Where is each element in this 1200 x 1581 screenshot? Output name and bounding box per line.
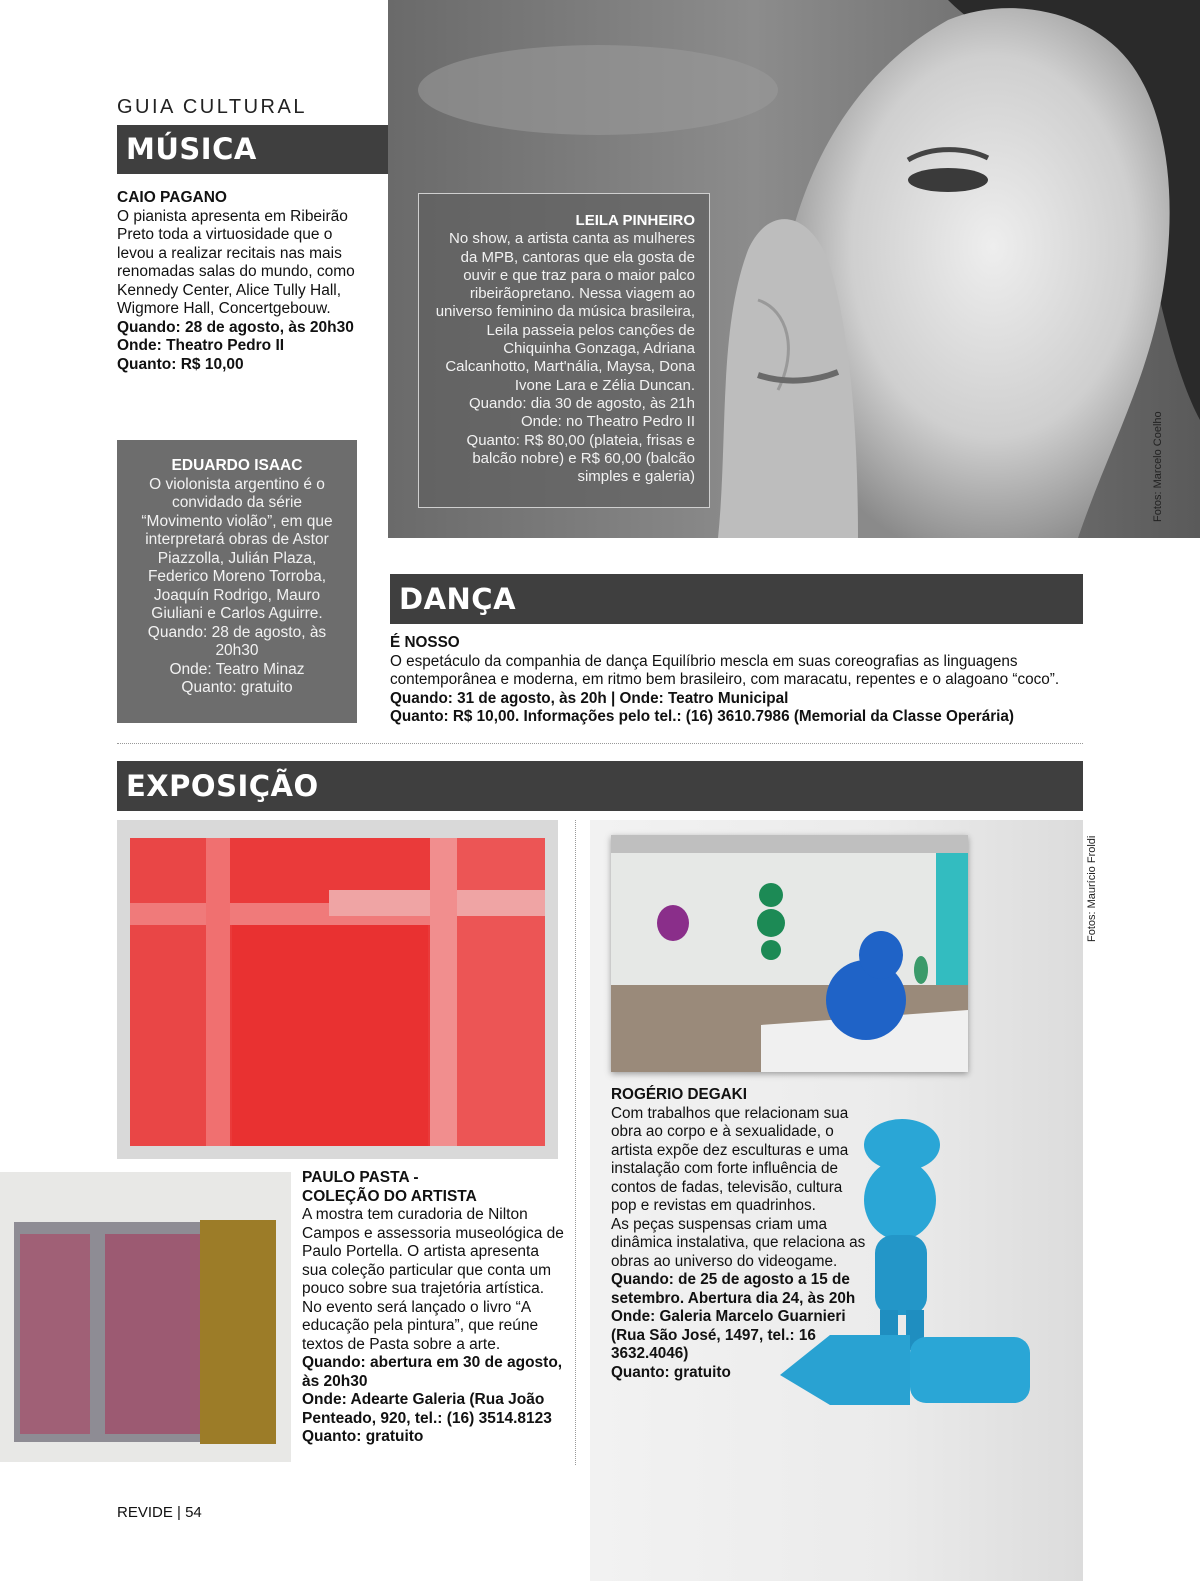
event-where: Onde: Galeria Marcelo Guarnieri (Rua São José, 1497, tel.: 16 3632.4046) <box>611 1308 846 1362</box>
event-leila-pinheiro <box>418 193 710 508</box>
event-description: O espetáculo da companhia de dança Equilíbrio mescla em suas coreografias as linguagens contemporânea e moderna, em ritmo bem brasileiro, com maracatu, repentes e o alagoano “coco”. <box>390 652 1060 688</box>
event-description: O pianista apresenta em Ribeirão Preto toda a virtuosidade que o levou a realizar recitais nas mais renomadas salas do mundo, como Kennedy Center, Alice Tully Hall, Wigmore Hall, Concertgebouw. <box>117 207 355 317</box>
event-when: Quando: abertura em 30 de agosto, às 20h30 <box>302 1354 563 1390</box>
red-painting-image <box>117 820 558 1159</box>
section-title-danca <box>390 574 1083 624</box>
section-title-musica <box>117 125 388 174</box>
event-description-1: Com trabalhos que relacionam sua obra ao corpo e à sexualidade, o artista expõe dez esculturas e uma instalação com forte influência de contos de fadas, televisão, cultura pop e revistas em quadrinhos. <box>611 1104 849 1214</box>
event-caio-pagano <box>117 189 367 374</box>
event-description-2: As peças suspensas criam uma dinâmica instalativa, que relaciona as obras ao universo do videogame. <box>611 1215 866 1270</box>
event-description: O violonista argentino é o convidado da série “Movimento violão”, em que interpretará obras de Astor Piazzolla, Julián Plaza, Federico Moreno Torroba, Joaquín Rodrigo, Mauro Giuliani e Carlos Aguirre. <box>141 475 333 622</box>
section-title-musica-label: MÚSICA <box>126 132 257 166</box>
event-where: Onde: Adearte Galeria (Rua João Penteado, 920, tel.: (16) 3514.8123 <box>302 1391 552 1427</box>
event-heading: CAIO PAGANO <box>117 189 227 206</box>
event-where: Onde: Theatro Pedro II <box>117 337 285 354</box>
event-price: Quanto: gratuito <box>302 1428 424 1445</box>
section-title-exposicao-label: EXPOSIÇÃO <box>126 769 319 803</box>
event-heading-line1: PAULO PASTA - <box>302 1169 419 1186</box>
event-price: Quanto: gratuito <box>611 1363 731 1381</box>
section-divider <box>117 743 1083 744</box>
event-when: Quando: 28 de agosto, às 20h30 <box>117 318 354 336</box>
event-eduardo-isaac <box>117 440 357 723</box>
event-where: Onde: no Theatro Pedro II <box>520 413 695 431</box>
event-description: A mostra tem curadoria de Nilton Campos e assessoria museológica de Paulo Portella. O artista apresenta sua coleção particular que conta um pouco sobre sua trajetória artística. No evento será lançado o livro “A educação pela pintura”, que reúne textos de Pasta sobre a arte. <box>302 1206 564 1353</box>
event-description: No show, a artista canta as mulheres da MPB, cantoras que ela gosta de ouvir e que traz para o maior palco ribeirãopretano. Nessa viagem ao universo feminino da música brasileira, Leila passeia pelos canções de Chiquinha Gonzaga, Adriana Calcanhotto, Mart'nália, Maysa, Dona Ivone Lara e Zélia Duncan. <box>435 230 695 394</box>
event-when: Quando: de 25 de agosto a 15 de setembro. Abertura dia 24, às 20h <box>611 1271 856 1307</box>
event-price: Quanto: gratuito <box>181 679 293 696</box>
event-rogerio-degaki <box>611 1086 871 1382</box>
photo-credit-mauricio-froldi: Fotos: Maurício Froldi <box>1086 835 1098 942</box>
event-paulo-pasta <box>302 1169 567 1447</box>
event-heading: ROGÉRIO DEGAKI <box>611 1086 747 1103</box>
event-when-where: Quando: 31 de agosto, às 20h | Onde: Teatro Municipal <box>390 689 789 707</box>
photo-credit-marcelo-coelho: Fotos: Marcelo Coelho <box>1152 411 1164 522</box>
gallery-installation-photo <box>611 835 968 1072</box>
section-title-exposicao <box>117 761 1083 811</box>
event-heading: LEILA PINHEIRO <box>575 212 695 229</box>
event-when: Quando: 28 de agosto, às 20h30 <box>147 623 327 659</box>
event-e-nosso <box>390 634 1090 727</box>
section-title-danca-label: DANÇA <box>399 582 517 616</box>
page-folio: REVIDE | 54 <box>117 1504 202 1521</box>
event-when: Quando: dia 30 de agosto, às 21h <box>468 394 695 412</box>
event-heading: É NOSSO <box>390 634 460 651</box>
kicker-guia-cultural: GUIA CULTURAL <box>117 96 307 118</box>
event-price: Quanto: R$ 80,00 (plateia, frisas e balcão nobre) e R$ 60,00 (balcão simples e galeria) <box>466 431 695 486</box>
paulo-pasta-painting-image <box>0 1172 291 1462</box>
event-price: Quanto: R$ 10,00 <box>117 355 244 373</box>
event-heading: EDUARDO ISAAC <box>171 457 303 474</box>
event-where: Onde: Teatro Minaz <box>169 660 305 678</box>
column-divider <box>575 820 576 1465</box>
event-heading-line2: COLEÇÃO DO ARTISTA <box>302 1187 477 1205</box>
event-price: Quanto: R$ 10,00. Informações pelo tel.: (16) 3610.7986 (Memorial da Classe Operária) <box>390 708 1015 725</box>
